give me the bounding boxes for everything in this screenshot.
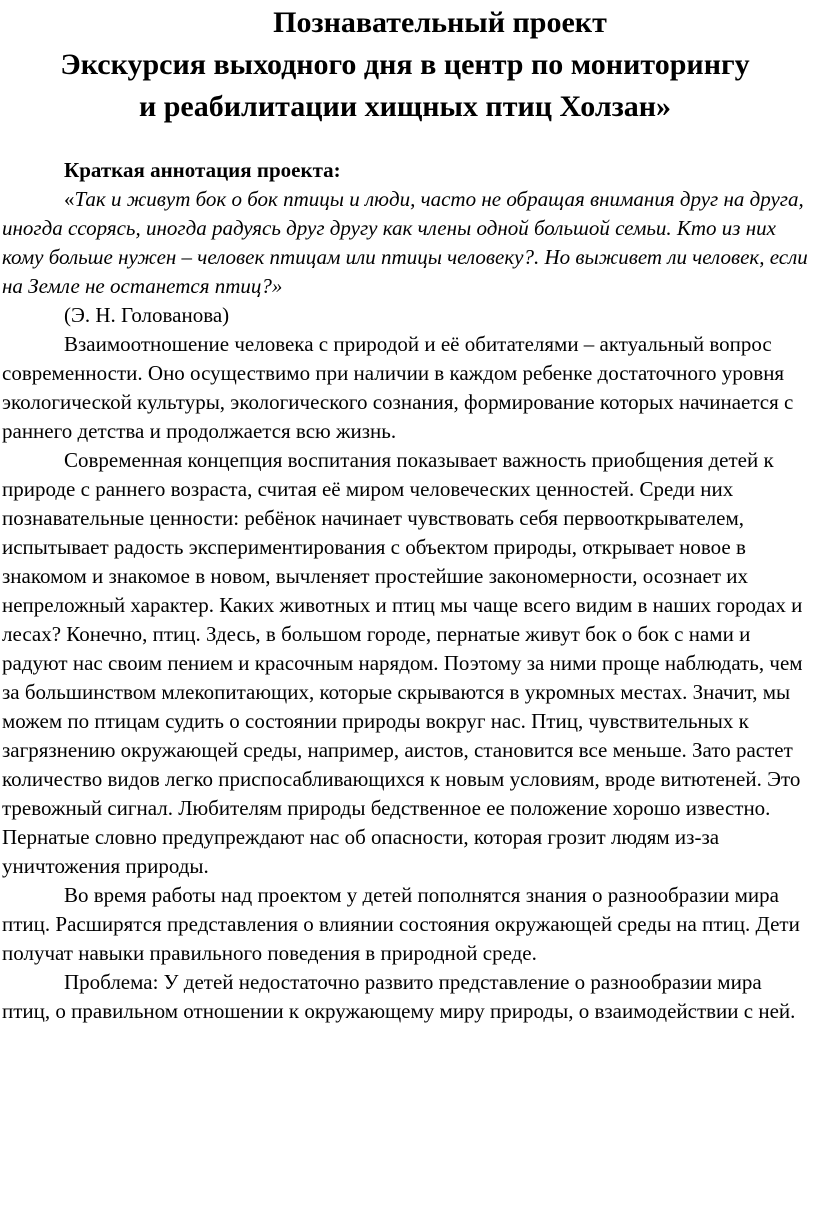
epigraph-text: Так и живут бок о бок птицы и люди, часто не обращая внимания друг на друга, иногда ссорясь, иногда радуясь друг другу как члены одной большой семьи. Кто из них кому больше нужен – человек птицам или птицы человеку?. Но выживет ли человек, если на Земле не останется птиц?» — [2, 187, 808, 298]
title-line-2: Экскурсия выходного дня в центр по мониторингу — [60, 48, 750, 81]
paragraph-relationship: Взаимоотношение человека с природой и её обитателями – актуальный вопрос современности. Оно осуществимо при наличии в каждом ребенке достаточного уровня экологической культуры, экологического сознания, формирование которых начинается с раннего детства и продолжается всю жизнь. — [2, 332, 794, 443]
paragraph-concept: Современная концепция воспитания показывает важность приобщения детей к природе с раннего возраста, считая её миром человеческих ценностей. Среди них познавательные ценности: ребёнок начинает чувствовать себя первооткрывателем, испытывает радость экспериментирования с объектом природы, открывает новое в знакомом и знакомое в новом, вычленяет простейшие закономерности, осознает их непреложный характер. Каких животных и птиц мы чаще всего видим в наших городах и лесах? Конечно, птиц. Здесь, в большом городе, пернатые живут бок о бок с нами и радуют нас своим пением и красочным нарядом. Поэтому за ними проще наблюдать, чем за большинством млекопитающих, которые скрываются в укромных местах. Значит, мы можем по птицам судить о состоянии природы вокруг нас. Птиц, чувствительных к загрязнению окружающей среды, например, аистов, становится все меньше. Зато растет количество видов легко приспосабливающихся к новым условиям, вроде витютеней. Это тревожный сигнал. Любителям природы бедственное ее положение хорошо известно. Пернатые словно предупреждают нас об опасности, которая грозит людям из-за уничтожения природы. — [2, 448, 803, 878]
paragraph-project-work: Во время работы над проектом у детей пополнятся знания о разнообразии мира птиц. Расширятся представления о влиянии состояния окружающей среды на птиц. Дети получат навыки правильного поведения в природной среде. — [2, 883, 800, 965]
epigraph-author: (Э. Н. Голованова) — [64, 303, 230, 327]
epigraph-open-quote: « — [64, 187, 75, 211]
epigraph — [0, 185, 810, 301]
title-line-3: и реабилитации хищных птиц Холзан» — [138, 90, 672, 123]
title-line-1: Познавательный проект — [273, 6, 607, 39]
paragraph-problem: Проблема: У детей недостаточно развито представление о разнообразии мира птиц, о правильном отношении к окружающему миру природы, о взаимодействии с ней. — [2, 970, 796, 1023]
document-title — [0, 0, 810, 128]
annotation-heading: Краткая аннотация проекта: — [64, 158, 341, 182]
document-body — [0, 156, 810, 1026]
